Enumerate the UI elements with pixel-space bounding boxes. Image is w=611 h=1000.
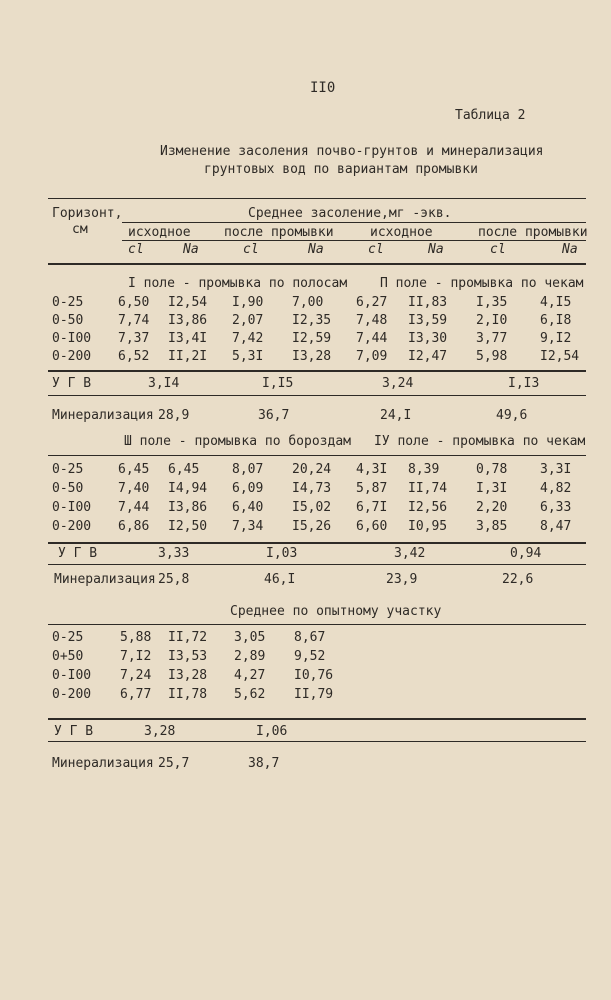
value-cell: I0,95 [408, 519, 448, 534]
block2-mineral-1: 25,8 [158, 572, 190, 587]
value-cell: 0,78 [476, 462, 508, 477]
value-cell: II,83 [408, 295, 448, 310]
value-cell: 7,40 [118, 481, 150, 496]
block1-mineral-4: 49,6 [496, 408, 528, 423]
value-cell: I3,4I [168, 331, 208, 346]
block1-rule [48, 370, 586, 372]
block2-mineral-3: 23,9 [386, 572, 418, 587]
value-cell: II,78 [168, 687, 208, 702]
table-title-line1: Изменение засоления почво-грунтов и минерализация [160, 144, 544, 159]
block2-mineral-label: Минерализация [54, 572, 156, 587]
value-cell: 5,88 [120, 630, 152, 645]
value-cell: 4,27 [234, 668, 266, 683]
block3-mineral-2: 38,7 [248, 756, 280, 771]
value-cell: 8,39 [408, 462, 440, 477]
unit-header: см [72, 222, 88, 237]
value-cell: 20,24 [292, 462, 332, 477]
block2-mineral-2: 46,I [264, 572, 296, 587]
horizon-cell: 0-25 [52, 462, 84, 477]
value-cell: 6,27 [356, 295, 388, 310]
block1-mineral-3: 24,I [380, 408, 412, 423]
block1-ugv-1: 3,I4 [148, 376, 180, 391]
header-top-rule [48, 198, 586, 199]
value-cell: 6,86 [118, 519, 150, 534]
value-cell: II,79 [294, 687, 334, 702]
value-cell: 3,05 [234, 630, 266, 645]
value-cell: 7,00 [292, 295, 324, 310]
value-cell: 7,42 [232, 331, 264, 346]
horizon-cell: 0-I00 [52, 668, 92, 683]
value-cell: 6,33 [540, 500, 572, 515]
horizon-cell: 0-25 [52, 630, 84, 645]
group-header-2: после промывки [224, 225, 334, 240]
value-cell: 7,44 [118, 500, 150, 515]
value-cell: 7,44 [356, 331, 388, 346]
block3-mineral-label: Минерализация [52, 756, 154, 771]
value-cell: 3,85 [476, 519, 508, 534]
block1-ugv-label: У Г В [52, 376, 92, 391]
value-cell: 8,47 [540, 519, 572, 534]
block3-ugv-label: У Г В [54, 724, 94, 739]
horizon-cell: 0-50 [52, 313, 84, 328]
value-cell: 7,48 [356, 313, 388, 328]
value-cell: 8,67 [294, 630, 326, 645]
value-cell: II,72 [168, 630, 208, 645]
horizon-cell: 0-200 [52, 519, 92, 534]
value-cell: 7,09 [356, 349, 388, 364]
ion-header-3: cl [243, 242, 259, 257]
value-cell: 9,I2 [540, 331, 572, 346]
ion-header-1: cl [128, 242, 144, 257]
value-cell: I,3I [476, 481, 508, 496]
block1-ugv-3: 3,24 [382, 376, 414, 391]
block1-title-left: I поле - промывка по полосам [128, 276, 348, 291]
block3-mineral-1: 25,7 [158, 756, 190, 771]
page-number: II0 [310, 80, 336, 96]
value-cell: 6,45 [118, 462, 150, 477]
value-cell: 8,07 [232, 462, 264, 477]
value-cell: I3,86 [168, 313, 208, 328]
value-cell: 2,89 [234, 649, 266, 664]
value-cell: 7,74 [118, 313, 150, 328]
value-cell: I2,54 [168, 295, 208, 310]
table-label: Таблица 2 [455, 108, 526, 123]
horizon-cell: 0-200 [52, 687, 92, 702]
value-cell: I5,02 [292, 500, 332, 515]
value-cell: I2,59 [292, 331, 332, 346]
value-cell: I,90 [232, 295, 264, 310]
value-cell: 5,87 [356, 481, 388, 496]
value-cell: 6,I8 [540, 313, 572, 328]
block2-title-left: Ш поле - промывка по бороздам [124, 434, 351, 449]
ion-header-4: Na [308, 242, 324, 257]
value-cell: 6,77 [120, 687, 152, 702]
block2-top-rule [48, 455, 586, 456]
value-cell: 6,60 [356, 519, 388, 534]
value-cell: I3,59 [408, 313, 448, 328]
value-cell: 6,52 [118, 349, 150, 364]
block3-ugv-2: I,06 [256, 724, 288, 739]
group-header-3: исходное [370, 225, 433, 240]
value-cell: 7,I2 [120, 649, 152, 664]
block1-title-right: П поле - промывка по чекам [380, 276, 584, 291]
block2-ugv-1: 3,33 [158, 546, 190, 561]
horizon-cell: 0-I00 [52, 331, 92, 346]
block1-ugv-4: I,I3 [508, 376, 540, 391]
value-cell: 2,I0 [476, 313, 508, 328]
value-cell: 5,98 [476, 349, 508, 364]
value-cell: 6,50 [118, 295, 150, 310]
table-title-line2: грунтовых вод по вариантам промывки [204, 162, 478, 177]
value-cell: I5,26 [292, 519, 332, 534]
value-cell: II,74 [408, 481, 448, 496]
avg-salinity-header: Среднее засоление,мг -экв. [248, 206, 452, 221]
value-cell: 5,3I [232, 349, 264, 364]
ion-header-7: cl [490, 242, 506, 257]
value-cell: 4,82 [540, 481, 572, 496]
group-header-underline [122, 240, 586, 241]
value-cell: I,35 [476, 295, 508, 310]
value-cell: 2,07 [232, 313, 264, 328]
horizon-cell: 0-I00 [52, 500, 92, 515]
value-cell: 7,37 [118, 331, 150, 346]
value-cell: I2,56 [408, 500, 448, 515]
ion-header-8: Na [562, 242, 578, 257]
value-cell: 6,09 [232, 481, 264, 496]
value-cell: 2,20 [476, 500, 508, 515]
header-bottom-rule [48, 263, 586, 265]
value-cell: I2,50 [168, 519, 208, 534]
block2-title-right: IУ поле - промывка по чекам [374, 434, 586, 449]
block2-rule [48, 542, 586, 544]
value-cell: 4,3I [356, 462, 388, 477]
block1-mineral-2: 36,7 [258, 408, 290, 423]
block2-mineral-4: 22,6 [502, 572, 534, 587]
value-cell: I0,76 [294, 668, 334, 683]
avg-header-underline [122, 222, 586, 223]
value-cell: I3,28 [168, 668, 208, 683]
block2-ugv-4: 0,94 [510, 546, 542, 561]
value-cell: I3,28 [292, 349, 332, 364]
block1-dash-rule [48, 395, 586, 396]
value-cell: 6,45 [168, 462, 200, 477]
group-header-1: исходное [128, 225, 191, 240]
horizon-header: Горизонт, [52, 206, 123, 221]
value-cell: 6,40 [232, 500, 264, 515]
block3-top-rule [48, 624, 586, 625]
block3-ugv-1: 3,28 [144, 724, 176, 739]
horizon-cell: 0-25 [52, 295, 84, 310]
block1-mineral-label: Минерализация [52, 408, 154, 423]
value-cell: 7,34 [232, 519, 264, 534]
value-cell: I3,53 [168, 649, 208, 664]
block2-dash-rule [48, 564, 586, 565]
block1-mineral-1: 28,9 [158, 408, 190, 423]
group-header-4: после промывки [478, 225, 588, 240]
block3-title: Среднее по опытному участку [230, 604, 442, 619]
block2-ugv-3: 3,42 [394, 546, 426, 561]
value-cell: I2,54 [540, 349, 580, 364]
block1-ugv-2: I,I5 [262, 376, 294, 391]
block3-dash-rule [48, 741, 586, 742]
value-cell: I4,73 [292, 481, 332, 496]
value-cell: 7,24 [120, 668, 152, 683]
value-cell: I4,94 [168, 481, 208, 496]
value-cell: 6,7I [356, 500, 388, 515]
block3-rule [48, 718, 586, 720]
value-cell: 5,62 [234, 687, 266, 702]
block2-ugv-2: I,03 [266, 546, 298, 561]
value-cell: II,2I [168, 349, 208, 364]
horizon-cell: 0-50 [52, 481, 84, 496]
horizon-cell: 0-200 [52, 349, 92, 364]
value-cell: 3,3I [540, 462, 572, 477]
ion-header-5: cl [368, 242, 384, 257]
value-cell: I3,86 [168, 500, 208, 515]
horizon-cell: 0+50 [52, 649, 84, 664]
value-cell: 3,77 [476, 331, 508, 346]
value-cell: 4,I5 [540, 295, 572, 310]
ion-header-2: Na [183, 242, 199, 257]
ion-header-6: Na [428, 242, 444, 257]
value-cell: I2,35 [292, 313, 332, 328]
value-cell: I2,47 [408, 349, 448, 364]
value-cell: 9,52 [294, 649, 326, 664]
block2-ugv-label: У Г В [58, 546, 98, 561]
value-cell: I3,30 [408, 331, 448, 346]
